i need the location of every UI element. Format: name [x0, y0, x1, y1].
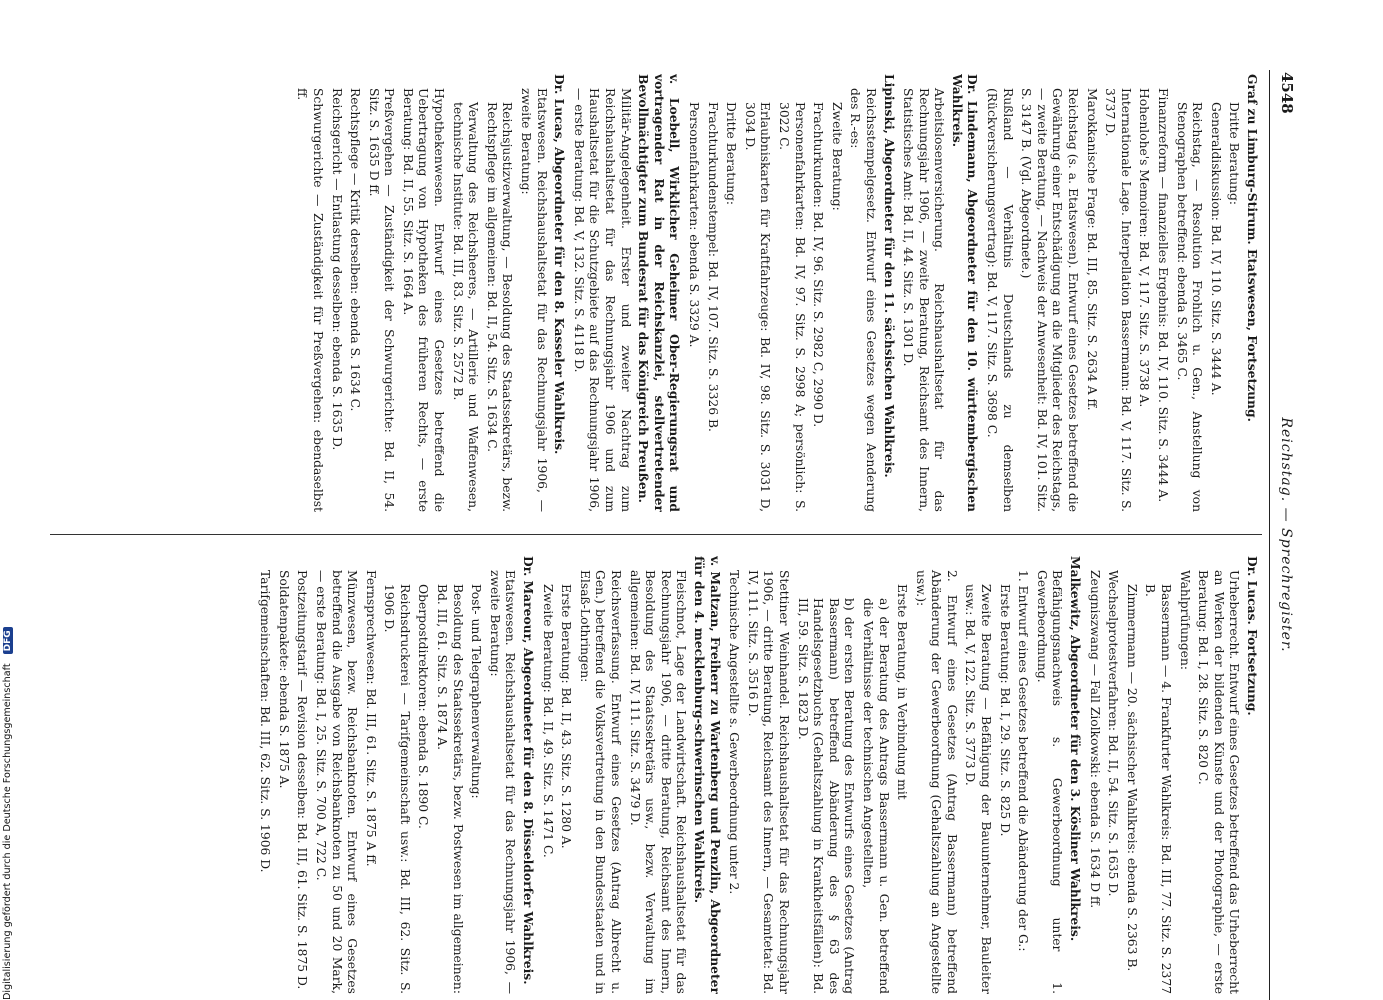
index-entry: Reichstag (s. a. Etatswesen). Entwurf eines Gesetzes betreffend die Gewährung einer Entschädigung an die Mitglieder des Reichstags, — zweite Beratung, — Nachweis der Anwesenheit: Bd. IV, 101. Sitz. S. 3147 B. (Vgl. Abgeordnete.) [1019, 88, 1081, 512]
index-entry: Reichsgericht — Entlastung desselben: ebenda S. 1635 D. [329, 88, 344, 451]
index-entry: Soldatenpakete: ebenda S. 1875 A. [276, 570, 291, 789]
index-entry: Hohenlohe's Memoiren: Bd. V, 117. Sitz. S. 3738 A. [1137, 88, 1152, 408]
index-entry: Befähigungsnachweis s. Gewerbeordnung unter 1. Gewerbeordnung. [1034, 570, 1065, 994]
index-entry: Rechtspflege — Kritik derselben: ebenda S. 1634 C. [348, 88, 363, 412]
index-entry: Dritte Beratung: [1227, 102, 1242, 206]
digitization-credit [2, 627, 13, 1000]
index-entry: Münzwesen, bezw. Reichsbanknoten. Entwurf eines Gesetzes betreffend die Ausgabe von Reichsbanknoten zu 50 und 20 Mark, — erste Beratung: Bd. I, 25. Sitz. S. 700 A, 722 C. [313, 570, 360, 994]
index-entry: Zweite Beratung: [829, 102, 844, 211]
index-entry: Zimmermann — 20. sächsischer Wahlkreis: ebenda S. 2363 B. [1124, 584, 1139, 972]
index-entry: b) der ersten Beratung des Entwurfs eines Gesetzes (Antrag Bassermann) betreffend Abänderung des § 63 des Handelsgesetzbuchs (Gehaltszahlung in Krankheitsfällen): Bd. III, 59. Sitz. S. 1823 D. [795, 598, 857, 994]
index-entry: Stettiner Weinhandel. Reichshaushaltsetat für das Rechnungsjahr 1906, — dritte Beratung, Reichsamt des Innern, — Gesamtetat: Bd. IV, 111. Sitz. S. 3516 D. [745, 570, 791, 994]
right-column [50, 556, 1260, 994]
speaker-heading: Lipinski, Abgeordneter für den 11. sächsischen Wahlkreis. [881, 74, 897, 478]
index-entry: Marokkanische Frage: Bd. III, 85. Sitz. S. 2634 A ff. [1084, 88, 1099, 411]
dfg-logo: DFG [3, 627, 13, 654]
page-header [1269, 70, 1300, 1000]
index-entry: Postzeitungstarif — Revision desselben: Bd. III, 61. Sitz. S. 1875 D. [295, 570, 310, 990]
credit-text: Digitalisierung gefördert durch die Deutsche Forschungsgemeinschaft [2, 663, 13, 1000]
speaker-heading: Dr. Lucas. Fortsetzung. [1245, 556, 1260, 716]
index-entry: Frachturkundenstempel: Bd. IV, 107. Sitz. S. 3326 B. [705, 102, 720, 432]
index-entry: Zweite Beratung — Befähigung der Bauunternehmer, Bauleiter usw.: Bd. V, 122. Sitz. S. 3773 D. [963, 584, 994, 994]
index-entry: Technische Angestellte s. Gewerbeordnung unter 2. [727, 570, 742, 895]
index-entry: Schwurgerichte — Zuständigkeit für Preßvergehen: ebendaselbst ff. [295, 88, 325, 512]
index-entry: Reichsjustizverwaltung, — Besoldung des Staatssekretärs, bezw. Rechtspflege im allgemeinen: Bd. II, 54. Sitz. S. 1634 C. [484, 102, 515, 512]
index-entry: Internationale Lage. Interpellation Bassermann: Bd. V, 117. Sitz. S. 3737 D. [1103, 88, 1133, 512]
index-entry: Etatswesen. Reichshaushaltsetat für das Rechnungsjahr 1906, — zweite Beratung: [487, 570, 518, 994]
index-entry: 1. Entwurf eines Gesetzes betreffend die Abänderung der G.: [1016, 570, 1031, 952]
index-entry: Wahlprüfungen: [1177, 570, 1192, 671]
index-entry: Erste Beratung, in Verbindung mit [895, 584, 910, 800]
index-entry: Etatswesen. Reichshaushaltsetat für das Rechnungsjahr 1906, — zweite Beratung: [519, 88, 549, 512]
index-entry: Oberpostdirektoren: ebenda S. 1890 C. [416, 584, 431, 829]
speaker-heading: Dr. Mareour, Abgeordneter für den 8. Düsseldorfer Wahlkreis. [521, 556, 537, 985]
index-entry: Reichsverfassung. Entwurf eines Gesetzes (Antrag Albrecht u. Gen.) betreffend die Volksvertretung in den Bundesstaaten und in Elsaß-Lothringen: [577, 570, 624, 994]
index-entry: Zeugniszwang — Fall Ziolkowski: ebenda S. 1634 D ff. [1087, 570, 1102, 909]
index-entry: Fleischnot, Lage der Landwirtschaft. Reichshaushaltsetat für das Rechnungsjahr 1906, — dritte Beratung, Reichsamt des Innern, Besoldung des Staatssekretärs usw., bezw. Verwaltung im allgemeinen: Bd. IV, 111. Sitz. S. 3479 D. [627, 570, 689, 994]
index-entry: Hypothekenwesen. Entwurf eines Gesetzes betreffend die Uebertragung von Hypotheken des früheren Rechts, — erste Beratung: Bd. II, 55. Sitz. S. 1664 A. [400, 88, 447, 512]
index-entry: Rußland — Verhältnis Deutschlands zu demselben (Rückversicherungsvertrag): Bd. V, 117. Sitz. S. 3698 C. [985, 88, 1015, 512]
speaker-heading: v. Maltzan, Freiherr zu Wartenberg und Penzlin, Abgeordneter für den 4. mecklenburg-schwerinschen Wahlkreis. [692, 556, 723, 994]
index-entry: a) der Beratung des Antrags Bassermann u. Gen. betreffend die Verhältnisse der technischen Angestellten, [860, 598, 891, 994]
index-entry: Erste Beratung: Bd. I, 29. Sitz. S. 825 D. [997, 584, 1012, 837]
index-entry: Frachturkunden: Bd. IV, 96. Sitz. S. 2982 C, 2990 D. [811, 102, 826, 428]
index-entry: Reichsstempelgesetz. Entwurf eines Gesetzes wegen Aenderung des R.-es: [848, 88, 878, 512]
index-entry: Personenfahrkarten: ebenda S. 3329 A. [687, 102, 701, 348]
speaker-heading: v. Loebell, Wirklicher Geheimer Ober-Regierungsrat und vortragender Rat in der Reichskanzlei, stellvertretender Bevollmächtigter zum Bundesrat für das Königreich Preußen. [636, 74, 683, 512]
index-entry: Finanzreform — finanzielles Ergebnis: Bd. IV, 110. Sitz. S. 3444 A. [1156, 88, 1171, 503]
index-entry: Verwaltung des Reichsheeres, — Artillerie und Waffenwesen, technische Institute: Bd. III, 83. Sitz. S. 2572 B. [450, 102, 481, 512]
index-entry: Tarifgemeinschaften: Bd. III, 62. Sitz. S. 1906 D. [258, 570, 273, 873]
index-entry: 2. Entwurf eines Gesetzes (Antrag Bassermann) betreffend Abänderung der Gewerbeordnung (Gehaltszahlung an Angestellte usw.): [913, 570, 959, 994]
speaker-heading: Malkewitz, Abgeordneter für den 3. Kösliner Wahlkreis. [1068, 556, 1084, 942]
left-column [50, 74, 1260, 512]
index-entry: Erste Beratung: Bd. II, 43. Sitz. S. 1280 A. [559, 584, 574, 849]
running-title: Reichstag. — Sprechregister. [1278, 417, 1294, 653]
index-entry: Preßvergehen — Zuständigkeit der Schwurgerichte: Bd. II, 54. Sitz. S. 1635 D ff. [366, 88, 397, 512]
index-entry: Post- und Telegraphenverwaltung: [469, 584, 484, 799]
speaker-heading: Graf zu Limburg-Stirum. Etatswesen, Fortsetzung. [1245, 74, 1260, 422]
index-entry: Zweite Beratung: Bd. II, 49. Sitz. S. 1471 C. [540, 584, 555, 858]
index-entry: Generaldiskussion: Bd. IV, 110. Sitz. S. 3444 A. [1208, 102, 1223, 396]
index-entry: Personenfahrkarten: Bd. IV, 97. Sitz. S. 2998 A; persönlich: S. 3022 C. [776, 102, 807, 512]
index-entry: Fernsprechwesen: Bd. III, 61. Sitz. S. 1875 A ff. [363, 570, 378, 867]
index-entry: Arbeitslosenversicherung. Reichshaushaltsetat für das Rechnungsjahr 1906, — zweite Beratung, Reichsamt des Innern, Statistisches Amt: Bd. II, 44. Sitz. S. 1301 D. [901, 88, 947, 512]
speaker-heading: Dr. Lindemann, Abgeordneter für den 10. württembergischen Wahlkreis. [949, 74, 981, 512]
index-entry: Erlaubniskarten für Kraftfahrzeuge: Bd. IV, 98. Sitz. S. 3031 D, 3034 D. [742, 102, 773, 512]
index-entry: Dritte Beratung: [724, 102, 739, 206]
index-entry: Militär-Angelegenheit. Erster und zweiter Nachtrag zum Reichshaushaltsetat für das Rechnungsjahr 1906 und zum Haushaltsetat für die Schutzgebiete auf das Rechnungsjahr 1906, — erste Beratung: Bd. V, 132. Sitz. S. 4118 D. [571, 88, 633, 512]
index-entry: Wechselprotestverfahren: Bd. II, 54. Sitz. S. 1635 D. [1106, 570, 1121, 897]
document-page [40, 70, 1300, 1000]
page-number: 4548 [1278, 72, 1296, 114]
column-divider [50, 534, 1262, 535]
speaker-heading: Dr. Lucas, Abgeordneter für den 8. Kasseler Wahlkreis. [552, 74, 568, 455]
index-entry: Reichstag, — Resolution Frohlich u. Gen., Anstellung von Stenographen betreffend: ebenda S. 3465 C. [1174, 102, 1205, 512]
index-entry: Bassermann — 4. Frankfurter Wahlkreis: Bd. III, 77. Sitz. S. 2377 B. [1143, 584, 1174, 994]
index-entry: Besoldung des Staatssekretärs, bezw. Postwesen im allgemeinen: Bd. III, 61. Sitz. S. 1874 A. [435, 584, 465, 994]
index-entry: Urheberrecht. Entwurf eines Gesetzes betreffend das Urheberrecht an Werken der bildenden Künste und der Photographie, — erste Beratung: Bd. I, 28. Sitz. S. 820 C. [1196, 570, 1242, 994]
index-entry: Reichsdruckerei — Tarifgemeinschaft usw.: Bd. III, 62. Sitz. S. 1906 D. [382, 584, 412, 994]
